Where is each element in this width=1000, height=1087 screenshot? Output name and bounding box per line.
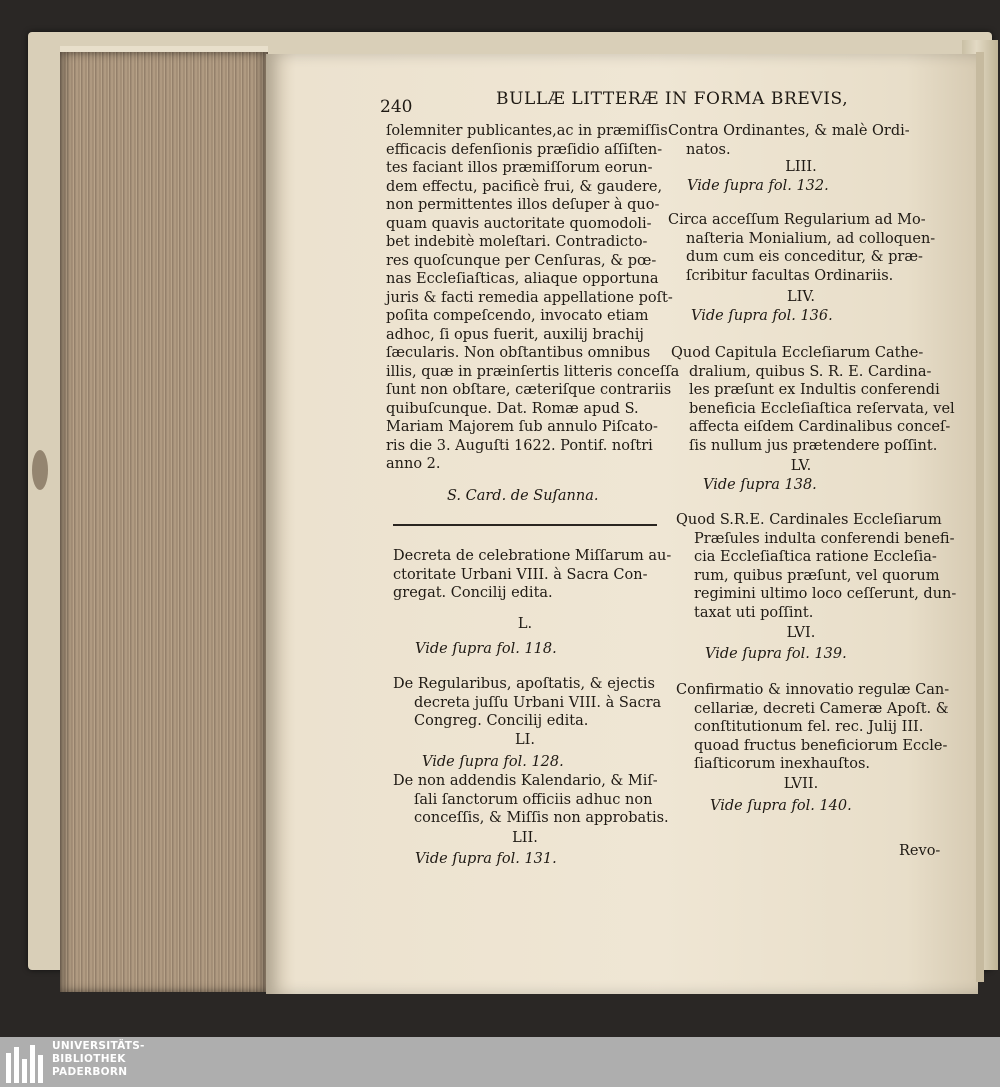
signature: S. Card. de Suſanna.: [447, 488, 599, 504]
running-title: BULLÆ LITTERÆ IN FORMA BREVIS,: [496, 89, 849, 109]
entry-text-line: conceſſis, & Miſſis non approbatis.: [414, 810, 669, 826]
entry-text-line: naſteria Monialium, ad colloquen-: [686, 230, 936, 247]
body-line: ſolemniter publicantes,ac in præmiſſis: [386, 123, 668, 139]
library-logo-icon: [6, 1043, 46, 1083]
page-stack: [60, 52, 268, 992]
entry-text-line: Quod S.R.E. Cardinales Eccleſiarum: [676, 512, 942, 528]
library-footer: [0, 1037, 1000, 1087]
section-heading-line: ctoritate Urbani VIII. à Sacra Con-: [393, 566, 648, 583]
entry-text-line: ſali ſanctorum officiis adhuc non: [414, 791, 653, 808]
entry-text-line: beneficia Eccleſiaſtica reſervata, vel: [689, 400, 955, 417]
library-name-line: UNIVERSITÄTS-: [52, 1040, 145, 1052]
entry-text-line: Quod Capitula Eccleſiarum Cathe-: [671, 345, 924, 361]
body-line: ſæcularis. Non obſtantibus omnibus: [386, 345, 651, 361]
cross-reference: Vide ſupra fol. 136.: [691, 308, 833, 324]
cross-reference: Vide ſupra fol. 140.: [710, 798, 852, 814]
entry-text-line: Contra Ordinantes, & malè Ordi-: [668, 123, 910, 139]
entry-text-line: cia Eccleſiaſtica ratione Eccleſia-: [694, 549, 937, 565]
entry-text-line: dum cum eis conceditur, & præ-: [686, 249, 923, 265]
entry-numeral: LV.: [790, 458, 812, 474]
entry-text-line: ſcribitur facultas Ordinariis.: [686, 267, 894, 284]
body-line: ris die 3. Auguſti 1622. Pontif. noſtri: [386, 437, 653, 454]
body-line: bet indebitè moleſtari. Contradicto-: [386, 234, 648, 250]
library-name-line: PADERBORN: [52, 1066, 128, 1078]
entry-text-line: Præſules indulta conferendi benefi-: [694, 530, 955, 547]
entry-text-line: taxat uti poſſint.: [694, 604, 814, 621]
body-line: quam quavis auctoritate quomodoli-: [386, 215, 652, 232]
entry-text-line: affecta eiſdem Cardinalibus conceſ-: [689, 419, 951, 435]
section-rule: [393, 524, 657, 526]
body-line: illis, quæ in præinſertis litteris conceſſa: [386, 363, 680, 380]
entry-numeral: LI.: [515, 732, 535, 748]
entry-text-line: conſtitutionum fel. rec. Julij III.: [694, 719, 924, 735]
body-line: anno 2.: [386, 456, 441, 472]
library-name-line: BIBLIOTHEK: [52, 1053, 126, 1065]
cross-reference: Vide ſupra 138.: [703, 477, 817, 493]
cross-reference: Vide ſupra fol. 118.: [415, 641, 557, 657]
entry-numeral: LII.: [512, 830, 538, 846]
entry-numeral: LVII.: [783, 776, 819, 792]
entry-text-line: rum, quibus præſunt, vel quorum: [694, 567, 940, 584]
entry-text-line: les præſunt ex Indultis conferendi: [689, 382, 940, 398]
body-line: efficacis defenſionis præſidio aſſiſten-: [386, 141, 663, 158]
entry-text-line: natos.: [686, 141, 731, 158]
body-line: Mariam Majorem ſub annulo Piſcato-: [386, 419, 658, 435]
entry-text-line: Confirmatio & innovatio regulæ Can-: [676, 682, 950, 698]
entry-text-line: Congreg. Concilij edita.: [414, 713, 589, 729]
body-line: nas Eccleſiaſticas, aliaque opportuna: [386, 271, 659, 287]
entry-numeral: L.: [517, 616, 533, 632]
entry-numeral: LIV.: [787, 289, 815, 305]
body-line: adhoc, ſi opus fuerit, auxilij brachij: [386, 326, 644, 343]
section-heading-line: Decreta de celebratione Miſſarum au-: [393, 548, 672, 564]
page-edge: [976, 52, 984, 982]
entry-text-line: quoad fructus beneficiorum Eccle-: [694, 737, 948, 754]
entry-text-line: decreta juſſu Urbani VIII. à Sacra: [414, 694, 662, 711]
entry-numeral: LIII.: [785, 159, 817, 175]
cross-reference: Vide ſupra fol. 128.: [422, 754, 564, 770]
body-line: quibuſcunque. Dat. Romæ apud S.: [386, 400, 639, 417]
entry-text-line: ſis nullum jus prætendere poſſint.: [689, 437, 938, 454]
section-heading-line: gregat. Concilij edita.: [393, 585, 553, 601]
entry-text-line: De Regularibus, apoſtatis, & ejectis: [393, 676, 655, 692]
body-line: ſunt non obſtare, cæteriſque contrariis: [386, 382, 672, 398]
entry-text-line: Circa acceſſum Regularium ad Mo-: [668, 212, 926, 228]
body-line: non permittentes illos deſuper à quo-: [386, 197, 660, 213]
body-line: juris & facti remedia appellatione poſt-: [386, 289, 673, 306]
page-number: 240: [380, 97, 413, 117]
entry-text-line: ſiaſticorum inexhauſtos.: [694, 756, 870, 772]
body-line: res quoſcunque per Cenſuras, & pœ-: [386, 252, 657, 269]
cover-stain: [32, 450, 48, 490]
body-line: poſita compeſcendo, invocato etiam: [386, 308, 649, 324]
entry-text-line: cellariæ, decreti Cameræ Apoſt. &: [694, 700, 949, 717]
body-line: dem effectu, pacificè frui, & gaudere,: [386, 178, 663, 195]
cross-reference: Vide ſupra fol. 132.: [687, 178, 829, 194]
entry-text-line: dralium, quibus S. R. E. Cardina-: [689, 363, 932, 380]
cross-reference: Vide ſupra fol. 131.: [415, 851, 557, 867]
body-line: tes faciant illos præmiſſorum eorun-: [386, 160, 653, 176]
entry-numeral: LVI.: [786, 625, 816, 641]
entry-text-line: regimini ultimo loco ceſſerunt, dun-: [694, 586, 957, 602]
entry-text-line: De non addendis Kalendario, & Miſ-: [393, 773, 658, 789]
catchword: Revo-: [899, 843, 941, 859]
cross-reference: Vide ſupra fol. 139.: [705, 646, 847, 662]
